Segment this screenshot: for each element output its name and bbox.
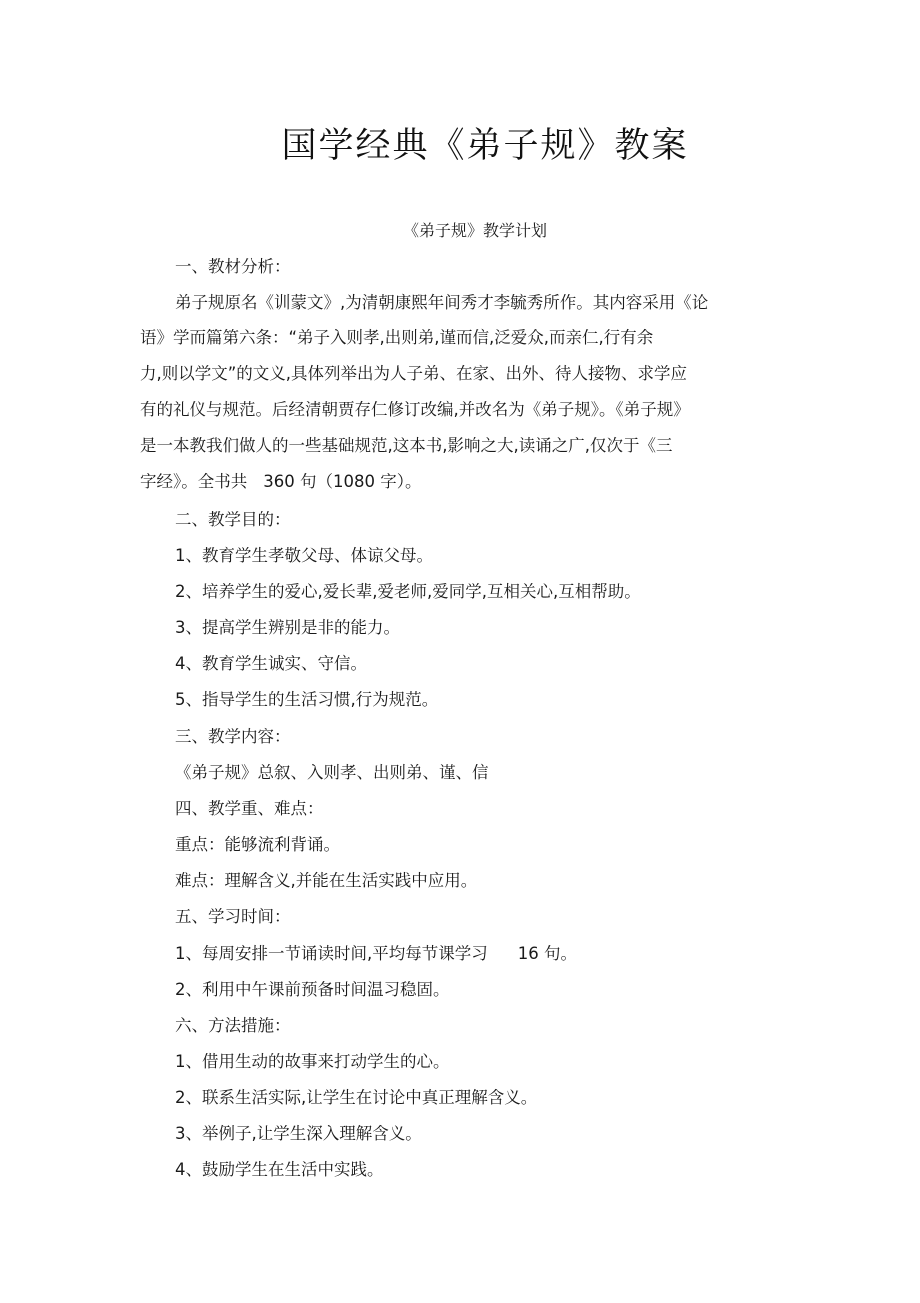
section-heading-2: 二、教学目的： (175, 510, 291, 529)
list-item (175, 943, 577, 965)
paragraph-line: 《弟子规》总叙、入则孝、出则弟、谨、信 (175, 763, 489, 782)
paragraph-text: 360 句（1080 字）。 (263, 472, 422, 491)
list-item: 1、教育学生孝敬父母、体谅父母。 (175, 546, 433, 565)
paragraph-line: 语》学而篇第六条：“弟子入则孝,出则弟,谨而信,泛爱众,而亲仁,行有余 (140, 328, 654, 347)
paragraph-line: 有的礼仪与规范。后经清朝贾存仁修订改编,并改名为《弟子规》。《弟子规》 (140, 400, 690, 419)
paragraph-line (140, 471, 421, 493)
document-subtitle: 《弟子规》教学计划 (402, 221, 547, 240)
list-item: 1、借用生动的故事来打动学生的心。 (175, 1052, 450, 1071)
paragraph-line: 力,则以学文”的文义,具体列举出为人子弟、在家、出外、待人接物、求学应 (140, 364, 688, 383)
list-item: 4、鼓励学生在生活中实践。 (175, 1160, 384, 1179)
list-item-text: 16 句。 (517, 944, 577, 963)
section-heading-5: 五、学习时间： (175, 907, 291, 926)
paragraph-line: 弟子规原名《训蒙文》,为清朝康熙年间秀才李毓秀所作。其内容采用《论 (175, 293, 709, 312)
paragraph-text: 字经》。全书共 (140, 472, 248, 491)
list-item: 3、提高学生辨别是非的能力。 (175, 618, 400, 637)
paragraph-line: 重点：能够流利背诵。 (175, 835, 340, 854)
paragraph-line: 难点：理解含义,并能在生活实践中应用。 (175, 871, 478, 890)
section-heading-6: 六、方法措施： (175, 1016, 291, 1035)
list-item: 5、指导学生的生活习惯,行为规范。 (175, 690, 439, 709)
list-item: 4、教育学生诚实、守信。 (175, 654, 367, 673)
document-title: 国学经典《弟子规》教案 (281, 126, 689, 166)
section-heading-3: 三、教学内容： (175, 727, 291, 746)
list-item-text: 1、每周安排一节诵读时间,平均每节课学习 (175, 944, 488, 963)
section-heading-4: 四、教学重、难点： (175, 799, 324, 818)
paragraph-line: 是一本教我们做人的一些基础规范,这本书,影响之大,读诵之广,仅次于《三 (140, 436, 673, 455)
list-item: 2、利用中午课前预备时间温习稳固。 (175, 980, 450, 999)
list-item: 3、举例子,让学生深入理解含义。 (175, 1124, 422, 1143)
section-heading-1: 一、教材分析： (175, 257, 291, 276)
list-item: 2、联系生活实际,让学生在讨论中真正理解含义。 (175, 1088, 538, 1107)
list-item: 2、培养学生的爱心,爱长辈,爱老师,爱同学,互相关心,互相帮助。 (175, 582, 641, 601)
